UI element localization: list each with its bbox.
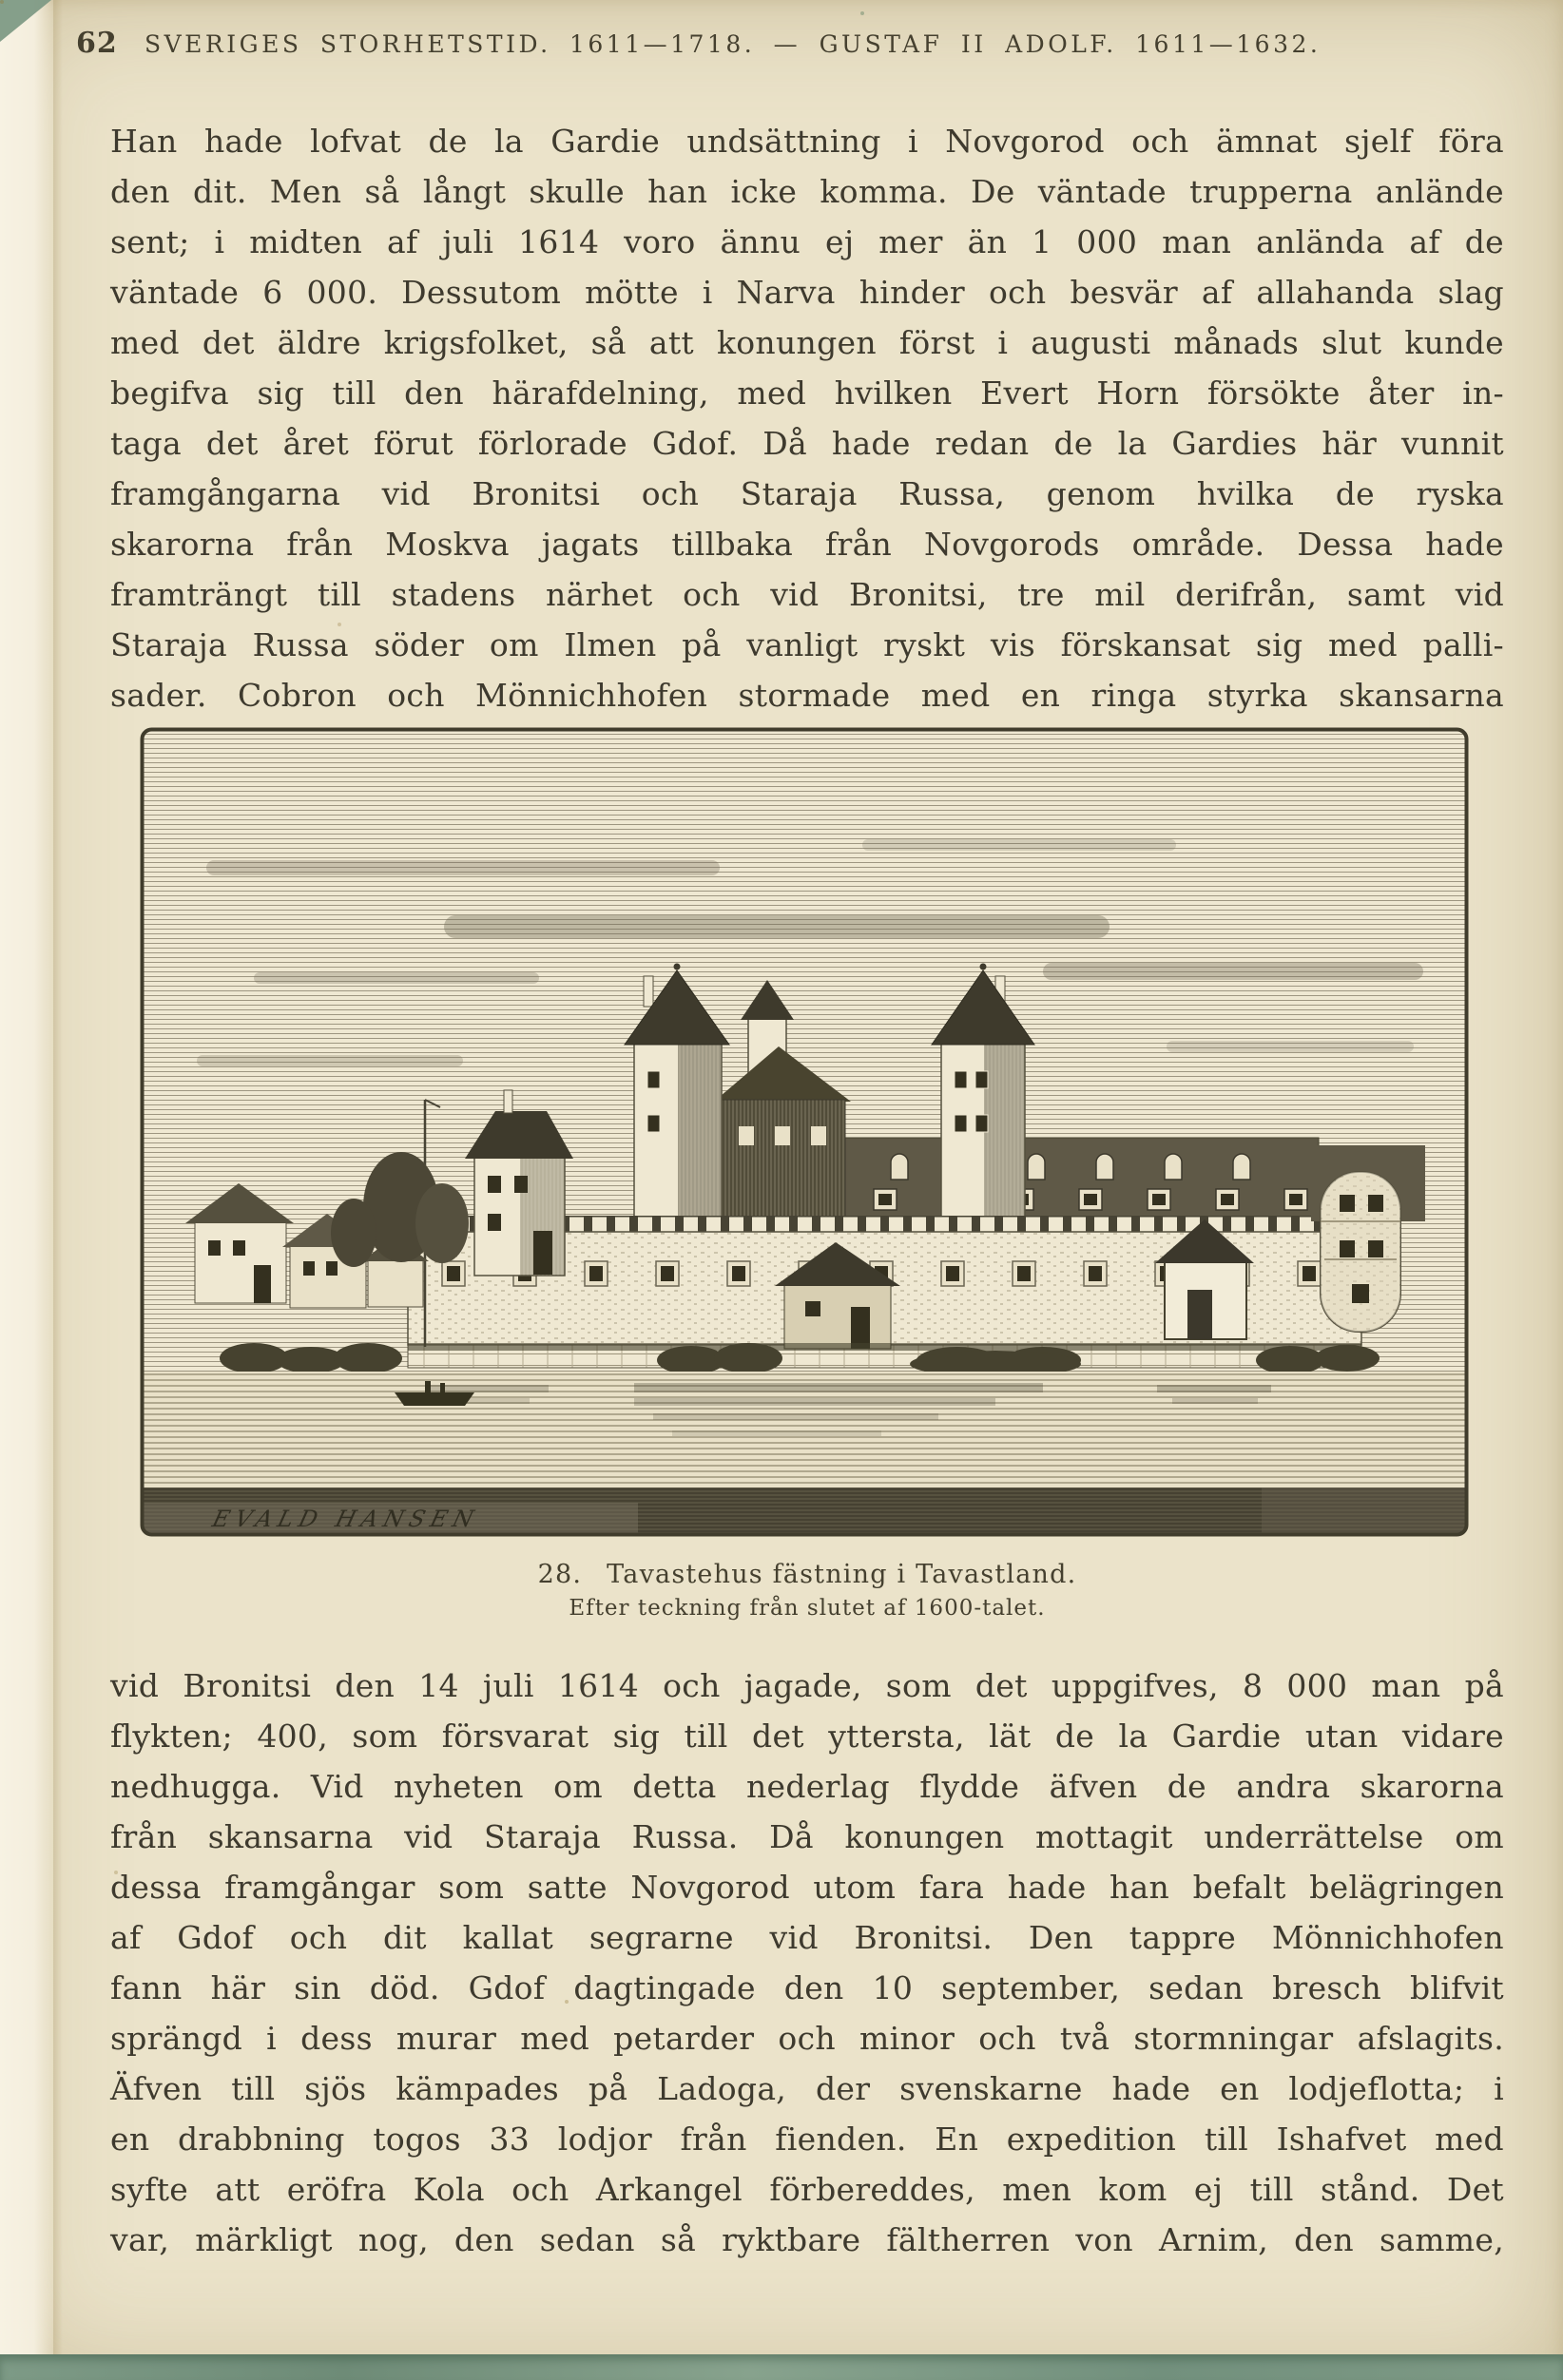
text-line: var, märkligt nog, den sedan så ryktbare fältherren von Arnim, den samme, [110,2221,1504,2258]
text-line: dessa framgångar som satte Novgorod utom fara hade han befalt belägringen [110,1869,1504,1906]
castle-main-range [839,1138,1319,1221]
engraver-signature: EVALD HANSEN [209,1505,483,1532]
text-line: skarorna från Moskva jagats tillbaka från Novgorods område. Dessa hade [110,526,1504,563]
text-line: från skansarna vid Staraja Russa. Då konungen mottagit underrättelse om [110,1818,1504,1855]
text-line: fann här sin död. Gdof dagtingade den 10 september, sedan bresch blifvit [110,1969,1504,2006]
text-line: begifva sig till den härafdelning, med hvilken Evert Horn försökte åter in- [110,374,1504,412]
text-line: syfte att eröfra Kola och Arkangel förbereddes, men kom ej till stånd. Det [110,2171,1504,2208]
running-header [0,27,1563,65]
text-line: den dit. Men så långt skulle han icke komma. De väntade trupperna anlände [110,173,1504,210]
paragraph-2 [110,1660,1504,2265]
paragraph-1 [110,116,1504,720]
text-line: taga det året förut förlorade Gdof. Då hade redan de la Gardies här vunnit [110,425,1504,462]
caption-subtitle: Efter teckning från slutet af 1600-talet. [569,1596,1046,1621]
text-line: sent; i midten af juli 1614 voro ännu ej mer än 1 000 man anlända af de [110,223,1504,260]
text-line: med det äldre krigsfolket, så att konungen först i augusti månads slut kunde [110,324,1504,361]
page-number: 62 [76,27,118,60]
text-line: flykten; 400, som försvarat sig till det yttersta, lät de la Gardie utan vidare [110,1718,1504,1755]
running-title: SVERIGES STORHETSTID. 1611—1718. — GUSTAF II ADOLF. 1611—1632. [145,30,1322,58]
text-line: sprängd i dess murar med petarder och minor och två stormningar afslagits. [110,2020,1504,2057]
text-line: Staraja Russa söder om Ilmen på vanligt ryskt vis förskansat sig med palli- [110,626,1504,663]
text-line: Han hade lofvat de la Gardie undsättning i Novgorod och ämnat sjelf föra [110,123,1504,160]
text-line: framgångarna vid Bronitsi och Staraja Russa, genom hvilka de ryska [110,475,1504,512]
text-line: väntade 6 000. Dessutom mötte i Narva hinder och besvär af allahanda slag [110,274,1504,311]
page-left-edge [0,0,55,2380]
text-line: Äfven till sjös kämpades på Ladoga, der svenskarne hade en lodjeflotta; i [110,2070,1504,2107]
caption-title-line [110,1560,1504,1589]
text-line: nedhugga. Vid nyheten om detta nederlag flydde äfven de andra skarorna [110,1768,1504,1805]
text-line: af Gdof och dit kallat segrarne vid Bronitsi. Den tappre Mönnichhofen [110,1919,1504,1956]
foreground-band [144,1488,1465,1533]
page-left-crease [53,0,63,2380]
text-line: en drabbning togos 33 lodjor från fienden. En expedition till Ishafvet med [110,2121,1504,2158]
text-line: vid Bronitsi den 14 juli 1614 och jagade, som det uppgifves, 8 000 man på [110,1667,1504,1704]
scan-bottom-edge [0,2354,1563,2380]
text-line: framträngt till stadens närhet och vid Bronitsi, tre mil derifrån, samt vid [110,576,1504,613]
figure-caption [110,1560,1504,1621]
text-line: sader. Cobron och Mönnichhofen stormade med en ringa styrka skansarna [110,677,1504,714]
figure-number: 28. [537,1560,583,1589]
caption-title: Tavastehus fästning i Tavastland. [607,1560,1077,1589]
paper-specks [0,0,4,4]
engraving-tavastehus-castle [140,727,1469,1537]
